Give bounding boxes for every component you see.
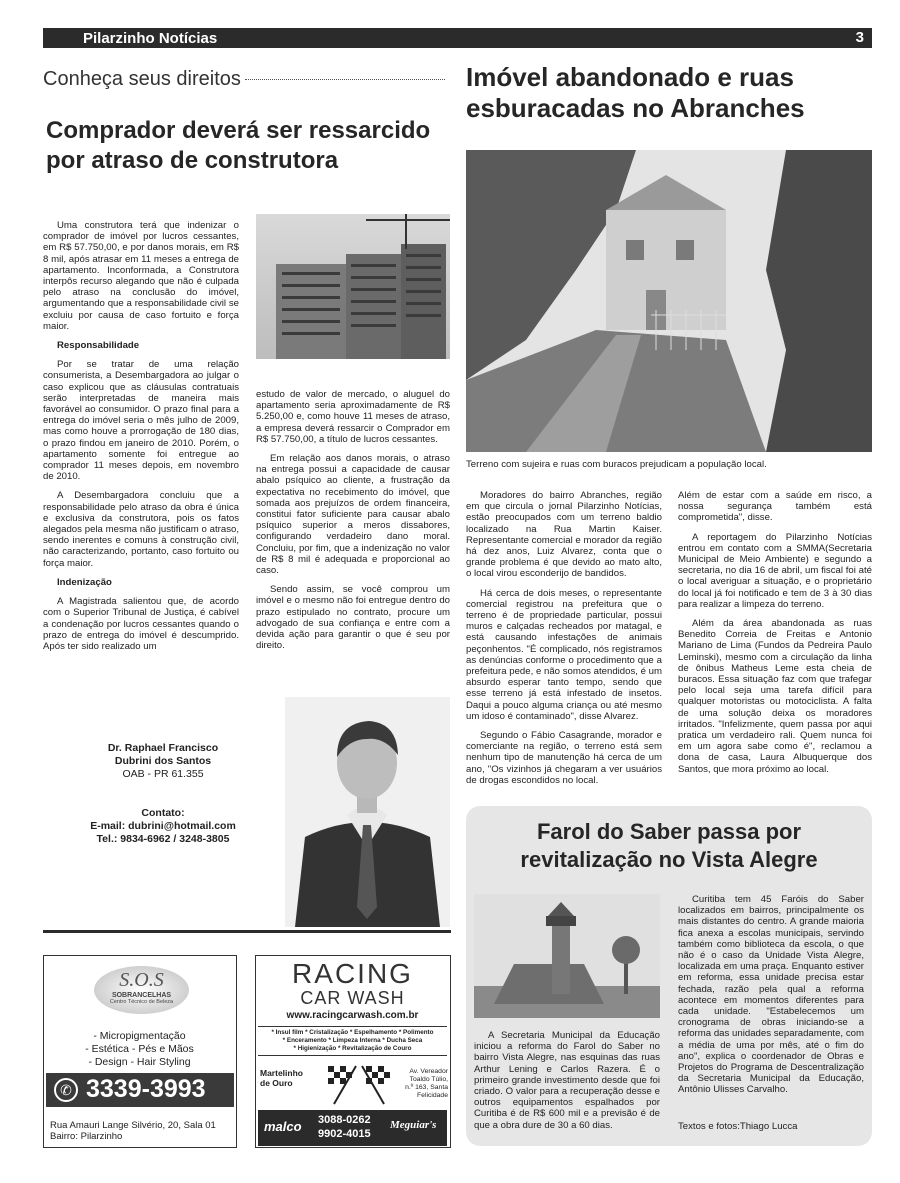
article2-headline [466,62,876,124]
racing-award [260,1068,303,1088]
abandoned-lot-illustration [466,150,872,452]
racing-phone2: 9902-4015 [318,1128,371,1140]
article3-headline-line2: revitalização no Vista Alegre [520,847,818,872]
racing-address-line: n.º 163, Santa [405,1084,448,1091]
article2-column1 [466,490,662,794]
section-title [43,68,451,91]
racing-address-line: Felicidade [417,1092,448,1099]
phone-icon: ✆ [54,1078,78,1102]
racing-address-line: Av. Vereador [409,1068,448,1075]
sos-address-line1: Rua Amauri Lange Silvério, 20, Sala 01 [50,1120,216,1131]
sos-logo-text: S.O.S [119,969,164,991]
article2-paragraph: Segundo o Fábio Casagrande, morador e comerciante na região, o terreno está sem nenhum tipo de manutenção há cerca de um ano, "Os vizinhos já chegaram a ver usuários de drogas escondidos no local. [466,730,662,786]
racing-phone1: 3088-0262 [318,1114,371,1126]
article1-paragraph: estudo de valor de mercado, o aluguel do apartamento seria aproximadamente de R$ 5.250,00 e, como houve 11 meses de atraso, a empresa deverá ressarcir o Comprador em R$ 57.750,00, a título de lucros cessantes. [256,389,450,445]
article1-paragraph: A Desembargadora concluiu que a responsabilidade pelo atraso da obra é única e exclusiva da construtora, pois os fatos alegados pela mesma não justificam o atraso, sendo inerentes e comuns à construção civil, não caracterizando, portanto, caso fortuito ou força maior. [43,490,239,569]
article1-headline [46,116,456,176]
article3-headline-line1: Farol do Saber passa por [536,819,802,844]
article1-paragraph: A Magistrada salientou que, de acordo com o Superior Tribunal de Justiça, é cabível a condenação por lucros cessantes quando o prazo de entrega do imóvel é descumprido. Após ter sido realizado um [43,596,239,652]
article2-paragraph: Além da área abandonada as ruas Benedito Correia de Freitas e Antonio Mariano de Lima (Fundos da Pedreira Paulo Leminski), mesmo com a circulação da linha de ônibus Matheus Leme esta cheia de buracos. Essa situação faz com que trafegar pelo local seja uma tarefa difícil para qualquer motoristas ou motociclista. A falta de uma solução deixa os moradores irritados. "Infelizmente, quem passa por aqui pratica um verdadeiro rali. Quem nunca foi em um agora sabe como é", reclamou a dona de casa, Laura Albuquerque dos Santos, que mora próximo ao local. [678,618,872,775]
racing-phones [318,1113,371,1141]
malco-logo: malco [264,1119,302,1134]
sos-service-item: - Design - Hair Styling [88,1056,191,1068]
racing-footer [258,1110,447,1146]
article3-headline [466,818,872,874]
lawyer-name-line2: Dubrini dos Santos [114,755,212,767]
article1-subheading-responsabilidade: Responsabilidade [57,340,140,352]
lawyer-email[interactable]: E-mail: dubrini@hotmail.com [90,820,236,832]
checkered-flags-icon [326,1062,392,1106]
sos-service-item: - Micropigmentação [93,1030,186,1042]
article1-column1 [43,220,239,660]
construction-building-photo [256,214,450,359]
article3-paragraph: A Secretaria Municipal da Educação iniciou a reforma do Farol do Saber no bairro Vista Alegre, nas esquinas das ruas Arthur Lening e Carlos Razera. É o primeiro grande investimento desde que foi criado. O valor para a recuperação desse e outros equipamentos espalhados por Curitiba é de R$ 600 mil e a previsão é de que a obra dure de 30 a 60 dias. [474,1030,660,1131]
sos-services [44,1030,235,1069]
article3-column-left [474,1030,660,1139]
article1-headline-line1: Comprador deverá ser ressarcido [46,117,431,144]
article2-headline-line2: esburacadas no Abranches [466,93,805,123]
section-divider [43,930,451,933]
article2-paragraph: Além de estar com a saúde em risco, a nossa segurança também está comprometida", disse. [678,490,872,524]
racing-services-line: * Insul film * Cristalização * Espelhamento * Polimento [271,1029,434,1036]
racing-services [258,1026,447,1056]
page-number: 3 [855,29,864,46]
article2-photo-caption: Terreno com sujeira e ruas com buracos prejudicam a população local. [466,459,767,470]
racing-award-line2: de Ouro [260,1078,293,1088]
racing-services-line: * Higienização * Revitalização de Couro [293,1045,412,1052]
sos-logo-tag: Centro Técnico de Beleza [109,999,174,1005]
article2-paragraph: A reportagem do Pilarzinho Notícias entrou em contato com a SMMA(Secretaria Municipal de Meio Ambiente) e segundo a secretaria, no dia 16 de abril, um fiscal foi até o local averiguar a situação, e o proprietário do local já foi notificado e tem de 3 à 30 dias para realizar a limpeza do terreno. [678,531,872,610]
racing-subtitle: CAR WASH [300,988,405,1008]
sos-address [50,1120,216,1142]
sos-phone-number: 3339-3993 [86,1075,206,1103]
racing-services-line: * Enceramento * Limpeza Interna * Ducha Seca [282,1037,423,1044]
article1-column2 [256,389,450,659]
sos-ad [43,955,237,1148]
racing-title: RACING [292,958,413,989]
sos-phone-bar [46,1073,234,1107]
article3-credits: Textos e fotos:Thiago Lucca [678,1121,798,1132]
sos-address-line2: Bairro: Pilarzinho [50,1131,123,1142]
sos-logo-sub: SOBRANCELHAS [111,992,172,999]
article1-paragraph: Uma construtora terá que indenizar o comprador de imóvel por lucros cessantes, em R$ 57.750,00, e por danos morais, em R$ 8 mil, após atrasar em 11 meses a entrega de apartamento. Inconformada, a Construtora interpôs recurso alegando que não é culpada pelo atraso na conclusão do imóvel, argumentando que a responsabilidade civil se excluiu por causa de caso fortuito e força maior. [43,220,239,332]
lawyer-card [60,742,266,846]
article1-paragraph: Em relação aos danos morais, o atraso na entrega possui a capacidade de causar abalo psíquico ao cliente, a frustração da expectativa no recebimento do imóvel, que somada aos prejuízos de ordem financeira, constitui fator suficiente para causar abalo psíquico superior a meros dissabores, configurando verdadeiro dano moral. Concluiu, por fim, que a indenização no valor de R$ 8 mil é adequada e proporcional ao caso. [256,453,450,577]
article2-paragraph: Há cerca de dois meses, o representante comercial registrou na prefeitura que o terreno é de propriedade particular, possui muros e calçadas recheados por matagal, e está causando infestações de animais peçonhentos. "É complicado, nós registramos as denúncias conforme o procedimento que a prefeitura pede, e não somos atendidos, é um absurdo esperar tanto tempo, sendo que esse terreno já está infestado de insetos. Daqui a pouco alguma criança ou até mesmo um idoso é contaminado", disse Alvarez. [466,587,662,722]
racing-award-line1: Martelinho [260,1068,303,1078]
racing-carwash-ad [255,955,451,1148]
article1-paragraph: Por se tratar de uma relação consumerista, a Desembargadora ao julgar o caso explicou que as cláusulas contratuais serão interpretadas de maneira mais favorável ao consumidor. O prazo final para a entrega do imóvel seria o mês julho de 2009, mas como houve a prorrogação de 180 dias, o prazo findou em janeiro de 2010. Porém, o apartamento somente foi entregue ao comprador 11 meses depois, em novembro de 2010. [43,359,239,483]
farol-do-saber-photo [474,894,660,1018]
lawyer-portrait-photo [285,697,450,927]
abandoned-lot-photo [466,150,872,452]
article1-paragraph: Sendo assim, se você comprou um imóvel e o mesmo não foi entregue dentro do prazo estipulado no contrato, procure um advogado de sua confiança e entre com a devida ação para garantir o que é seu por direito. [256,584,450,652]
meguiars-logo: Meguiar's [390,1119,437,1131]
racing-address-line: Toaldo Túlio, [409,1076,448,1083]
building-illustration [256,214,450,359]
article1-headline-line2: por atraso de construtora [46,147,339,174]
article3-column-right [678,894,864,1104]
publication-name: Pilarzinho Notícias [83,30,218,47]
section-title-text: Conheça seus direitos [43,68,241,90]
lawyer-oab: OAB - PR 61.355 [122,768,204,780]
racing-address [394,1068,448,1100]
article3-paragraph: Curitiba tem 45 Faróis do Saber localizados em bairros, principalmente os mais distantes do centro. A grande maioria fica anexa a escolas municipais, servindo também como biblioteca da escola, o que não é o caso da Unidade Vista Alegre, localizada em uma praça. Enquanto estiver em reforma, essa unidade precisa estar fechada, razão pela qual a reforma acontece em momentos diferentes para cada unidade. "Estabelecemos um cronograma de obras iniciando-se a reforma das unidades separadamente, com a média de uma por mês, até o fim do ano", explica o coordenador de Obras e Projetos do Programa de Descentralização da Secretaria Municipal da Educação, Antônio Ulisses Carvalho. [678,894,864,1096]
sos-logo [94,966,189,1014]
sos-service-item: - Estética - Pés e Mãos [85,1043,194,1055]
lawyer-name-line1: Dr. Raphael Francisco [107,742,219,754]
portrait-illustration [285,697,450,927]
racing-url[interactable]: www.racingcarwash.com.br [286,1010,419,1021]
lighthouse-illustration [474,894,660,1018]
article2-paragraph: Moradores do bairro Abranches, região em que circula o jornal Pilarzinho Notícias, estão preocupados com um terreno baldio localizado na Rua Martin Kaiser. Representante comercial e morador da região há dez anos, Luiz Alvarez, conta que o grande problema é que devido ao mato alto, o local virou esconderijo de bandidos. [466,490,662,580]
dotted-leader [245,79,445,80]
contact-label: Contato: [141,807,185,819]
lawyer-phones: Tel.: 9834-6962 / 3248-3805 [96,833,230,845]
page-header-bar [43,28,872,48]
article2-headline-line1: Imóvel abandonado e ruas [466,62,794,92]
article1-subheading-indenizacao: Indenização [57,576,112,588]
article2-column2 [678,490,872,783]
